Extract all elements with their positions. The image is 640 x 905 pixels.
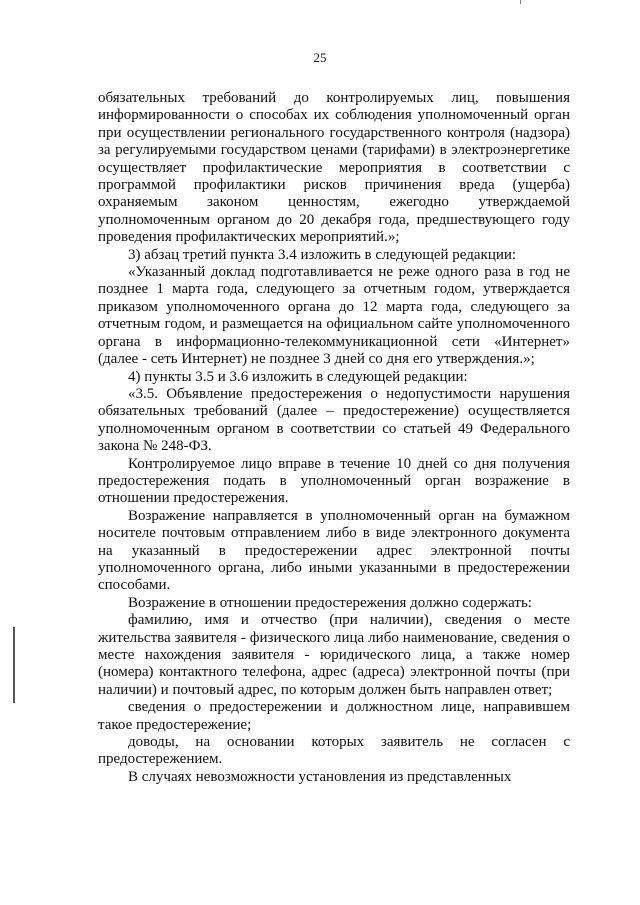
paragraph-objection-right: Контролируемое лицо вправе в течение 10 дней со дня получения предостережения подать в уполномоченный орган возражение в отношении предостережения. — [98, 455, 570, 507]
page-number: 25 — [313, 50, 327, 65]
scan-corner-mark — [520, 0, 521, 4]
paragraph-report-quote: «Указанный доклад подготавливается не реже одного раза в год не позднее 1 марта года, следующего за отчетным годом, утверждается приказом уполномоченного органа до 12 марта года, следующего за отчетным годом, и размещается на официальном сайте уполномоченного органа в информационно-телекоммуникационной сети «Интернет» (далее - сеть Интернет) не позднее 3 дней со дня его утверждения.»; — [98, 264, 570, 368]
scan-edge-mark — [13, 627, 15, 703]
paragraph-cases: В случаях невозможности установления из представленных — [128, 768, 512, 785]
paragraph-item-4: 4) пункты 3.5 и 3.6 изложить в следующей редакции: — [128, 368, 468, 385]
paragraph-objection-sending: Возражение направляется в уполномоченный орган на бумажном носителе почтовым отправлением либо в виде электронного документа на указанный в предостережении адрес электронной почты уполномоченного органа, либо иными указанными в предостережении способами. — [98, 507, 570, 594]
paragraph-objection-contents: Возражение в отношении предостережения должно содержать: — [128, 594, 532, 611]
paragraph-item-3: 3) абзац третий пункта 3.4 изложить в следующей редакции: — [128, 246, 517, 263]
paragraph-applicant-details: фамилию, имя и отчество (при наличии), сведения о месте жительства заявителя - физического лица либо наименование, сведения о месте нахождения заявителя - юридического лица, а также номер (номера) контактного телефона, адрес (адреса) электронной почты (при наличии) и почтовый адрес, по которым должен быть направлен ответ; — [98, 612, 570, 698]
paragraph-continuation: обязательных требований до контролируемых лиц, повышения информированности о способах их соблюдения уполномоченный орган при осуществлении регионального государственного контроля (надзора) за регулируемыми государством ценами (тарифами) в электроэнергетике осуществляет профилактические мероприятия в соответствии с программой профилактики рисков причинения вреда (ущерба) охраняемым законом ценностям, ежегодно утверждаемой уполномоченным органом до 20 декабря года, предшествующего году проведения профилактических мероприятий.»; — [98, 90, 570, 246]
paragraph-3-5: «3.5. Объявление предостережения о недопустимости нарушения обязательных требований (далее – предостережение) осуществляется уполномоченным органом в соответствии со статьей 49 Федерального закона № 248-ФЗ. — [98, 385, 570, 455]
document-body — [98, 90, 570, 786]
paragraph-arguments: доводы, на основании которых заявитель не согласен с предостережением. — [98, 734, 570, 768]
paragraph-warning-details: сведения о предостережении и должностном лице, направившем такое предостережение; — [98, 699, 570, 733]
